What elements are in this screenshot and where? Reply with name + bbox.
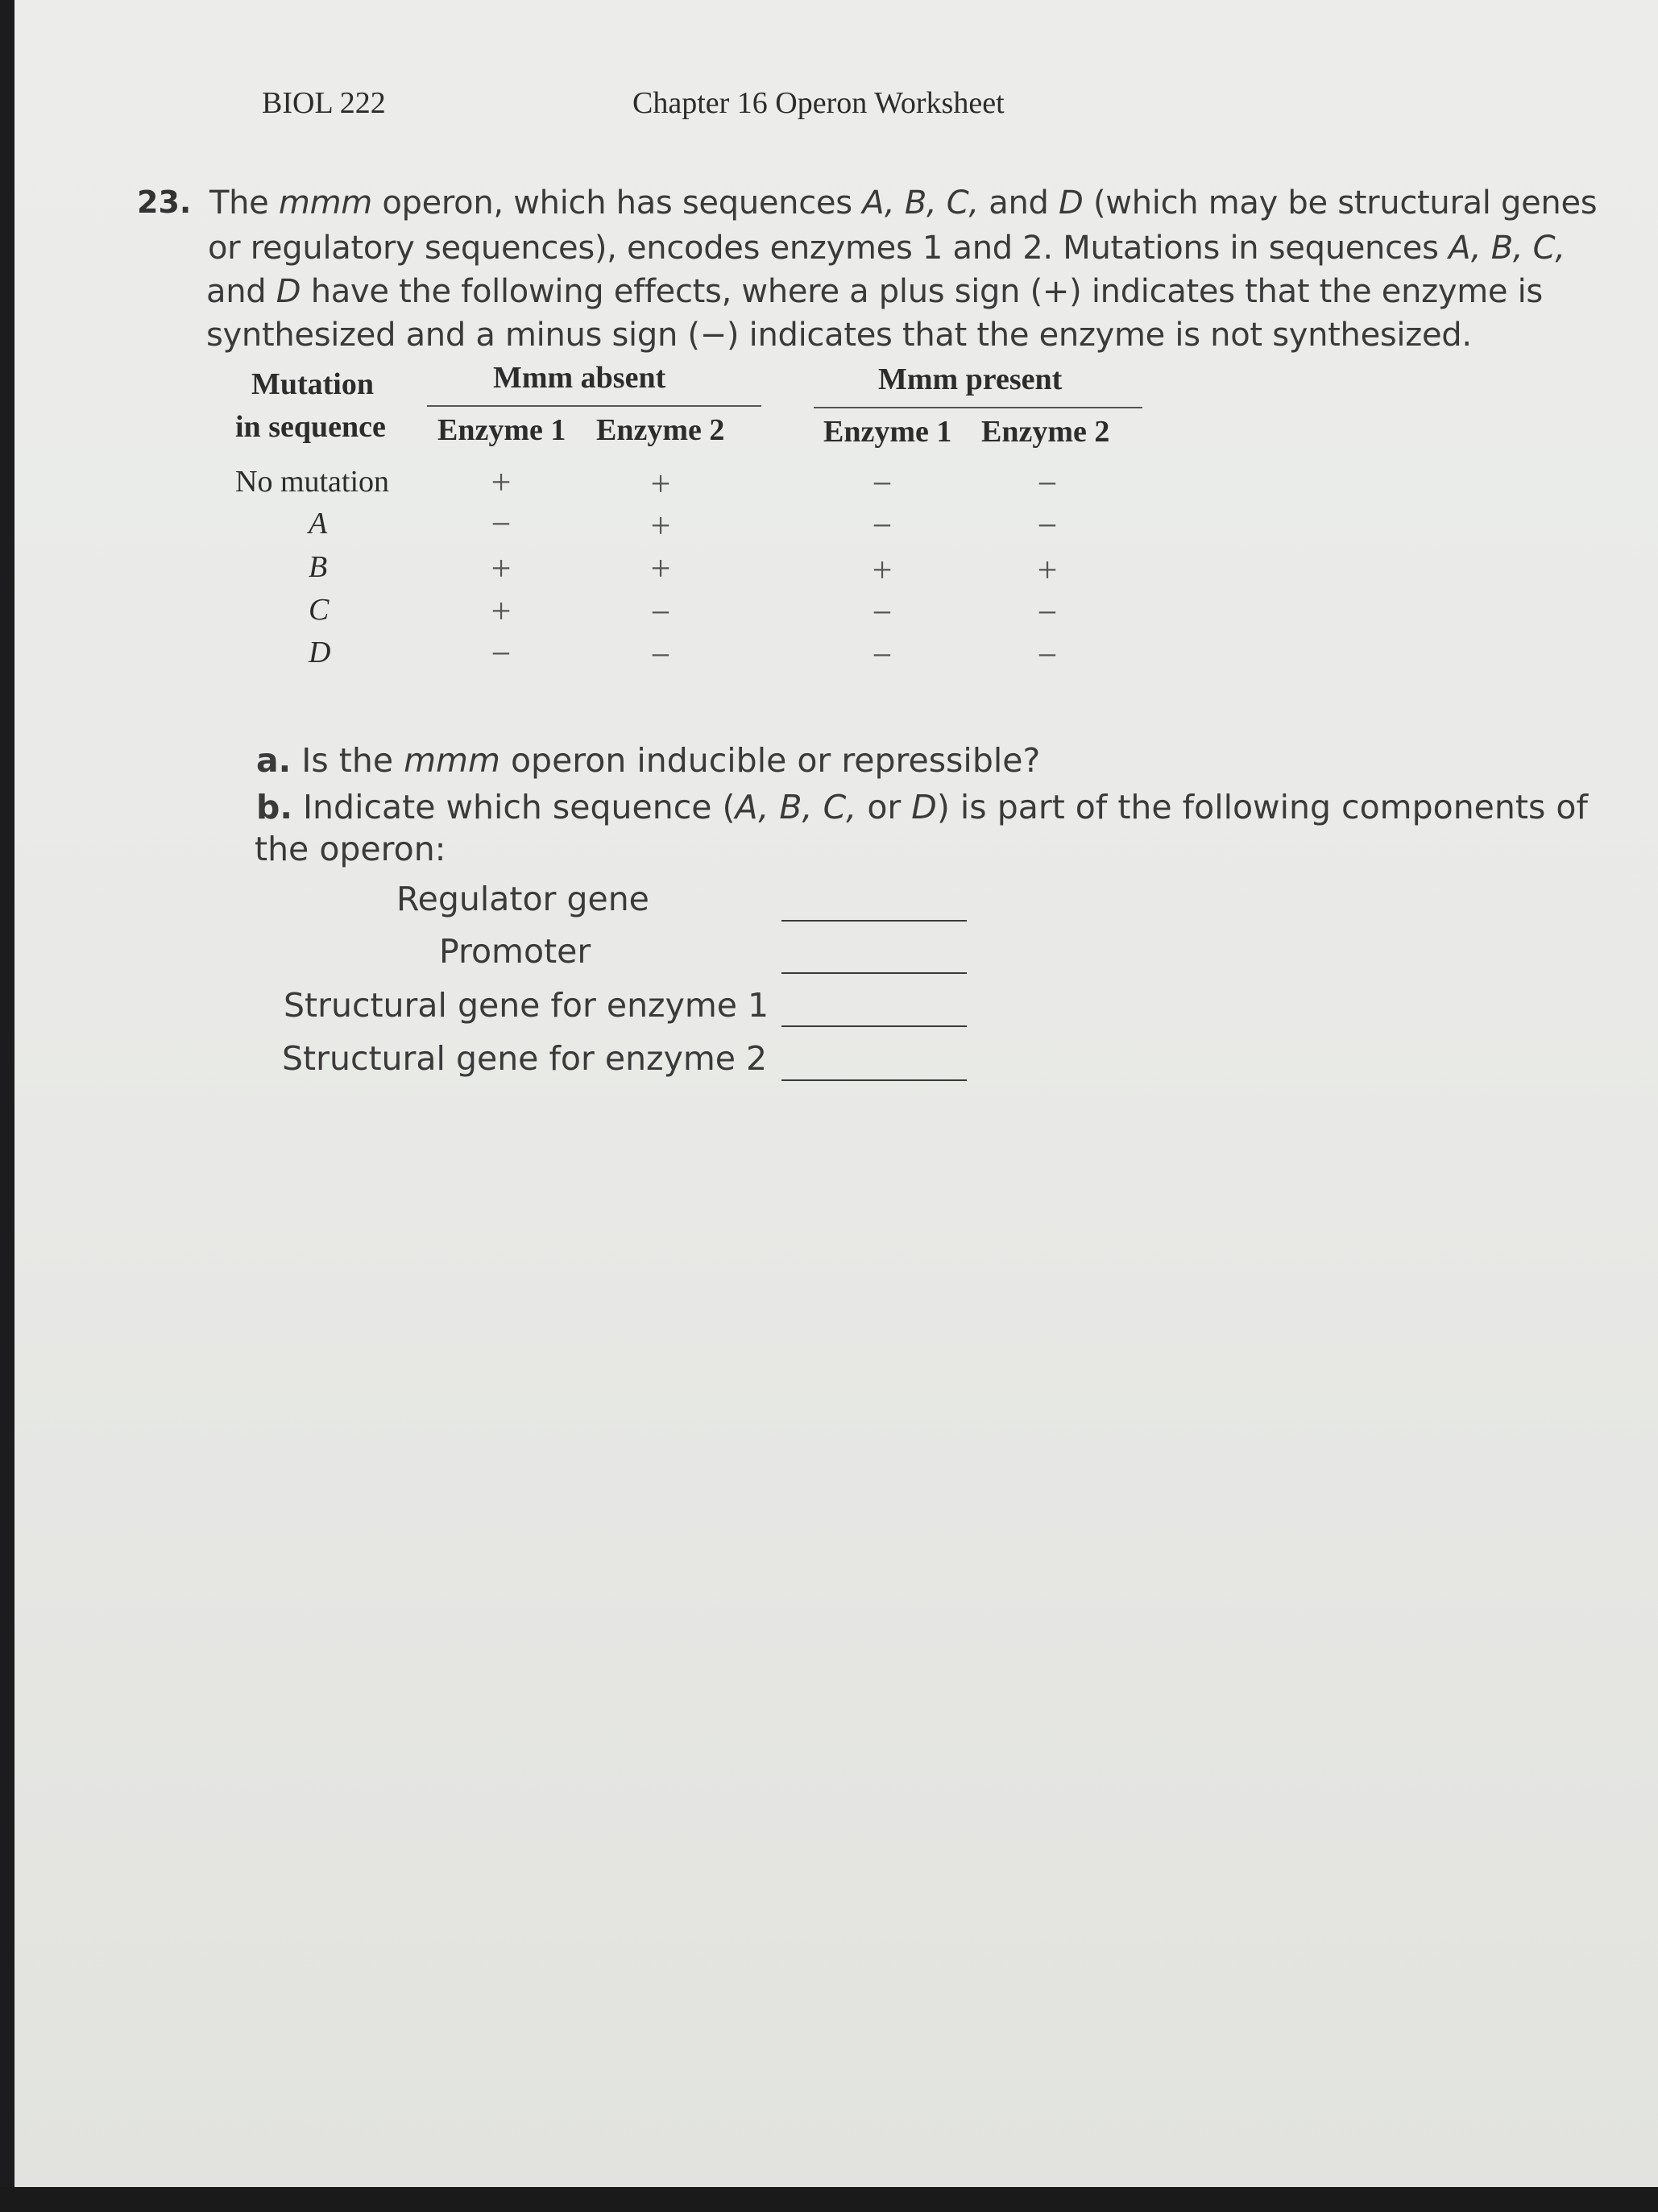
row-label-a: A <box>309 507 328 541</box>
row-label-no-mutation: No mutation <box>235 465 390 499</box>
table-group-mmm-absent: Mmm absent <box>493 361 666 395</box>
part-b-question: b. Indicate which sequence (A, B, C, or D) is part of the following components of <box>256 788 1588 826</box>
answer-blank-structural-gene-1[interactable] <box>781 1025 967 1027</box>
cell-a-absent-e1: − <box>491 504 512 544</box>
cell-a-present-e2: − <box>1037 506 1058 545</box>
cell-c-present-e2: − <box>1037 593 1058 632</box>
present-enzyme-1-header: Enzyme 1 <box>823 415 952 449</box>
worksheet-title: Chapter 16 Operon Worksheet <box>632 86 1005 120</box>
question-line-4: synthesized and a minus sign (−) indicates that the enzyme is not synthesized. <box>206 317 1472 354</box>
cell-a-present-e1: − <box>872 506 893 545</box>
answer-blank-structural-gene-2[interactable] <box>781 1079 967 1081</box>
component-promoter: Promoter <box>439 932 591 971</box>
question-line-2: or regulatory sequences), encodes enzymes 1 and 2. Mutations in sequences A, B, C, <box>208 230 1565 267</box>
part-a-question: a. Is the mmm operon inducible or repressible? <box>256 741 1041 780</box>
cell-b-present-e2: + <box>1037 550 1058 590</box>
question-number: 23. <box>137 184 192 220</box>
answer-blank-promoter[interactable] <box>781 972 967 974</box>
component-regulator-gene: Regulator gene <box>396 880 649 918</box>
cell-c-present-e1: − <box>872 593 893 632</box>
background-edge <box>0 2187 1658 2212</box>
cell-d-absent-e2: − <box>650 636 671 675</box>
question-line-1: The mmm operon, which has sequences A, B, C, and D (which may be structural genes <box>209 184 1598 222</box>
cell-c-absent-e2: − <box>650 593 671 632</box>
part-b-question-line-2: the operon: <box>255 830 446 868</box>
present-group-rule <box>814 407 1142 408</box>
present-enzyme-2-header: Enzyme 2 <box>981 415 1110 449</box>
cell-b-present-e1: + <box>872 550 893 590</box>
answer-blank-regulator[interactable] <box>781 920 967 922</box>
cell-none-present-e2: − <box>1037 464 1058 503</box>
cell-none-present-e1: − <box>872 464 893 503</box>
absent-group-rule <box>427 405 761 407</box>
cell-a-absent-e2: + <box>650 506 671 545</box>
row-label-b: B <box>309 550 328 584</box>
question-line-3: and D have the following effects, where a plus sign (+) indicates that the enzyme is <box>206 273 1543 310</box>
cell-none-absent-e2: + <box>650 464 671 503</box>
cell-c-absent-e1: + <box>491 591 512 631</box>
cell-d-present-e2: − <box>1037 636 1058 675</box>
row-label-c: C <box>309 593 330 627</box>
cell-d-absent-e1: − <box>491 634 512 673</box>
table-group-mmm-present: Mmm present <box>878 362 1063 396</box>
course-code: BIOL 222 <box>262 86 386 120</box>
cell-none-absent-e1: + <box>491 462 512 502</box>
cell-b-absent-e1: + <box>491 549 512 588</box>
component-structural-gene-1: Structural gene for enzyme 1 <box>284 986 769 1025</box>
absent-enzyme-2-header: Enzyme 2 <box>596 413 725 447</box>
table-header-mutation: Mutation <box>251 367 374 401</box>
table-header-in-sequence: in sequence <box>235 410 386 444</box>
absent-enzyme-1-header: Enzyme 1 <box>437 413 566 447</box>
cell-d-present-e1: − <box>872 636 893 675</box>
cell-b-absent-e2: + <box>650 549 671 588</box>
row-label-d: D <box>309 636 331 669</box>
component-structural-gene-2: Structural gene for enzyme 2 <box>282 1039 768 1078</box>
